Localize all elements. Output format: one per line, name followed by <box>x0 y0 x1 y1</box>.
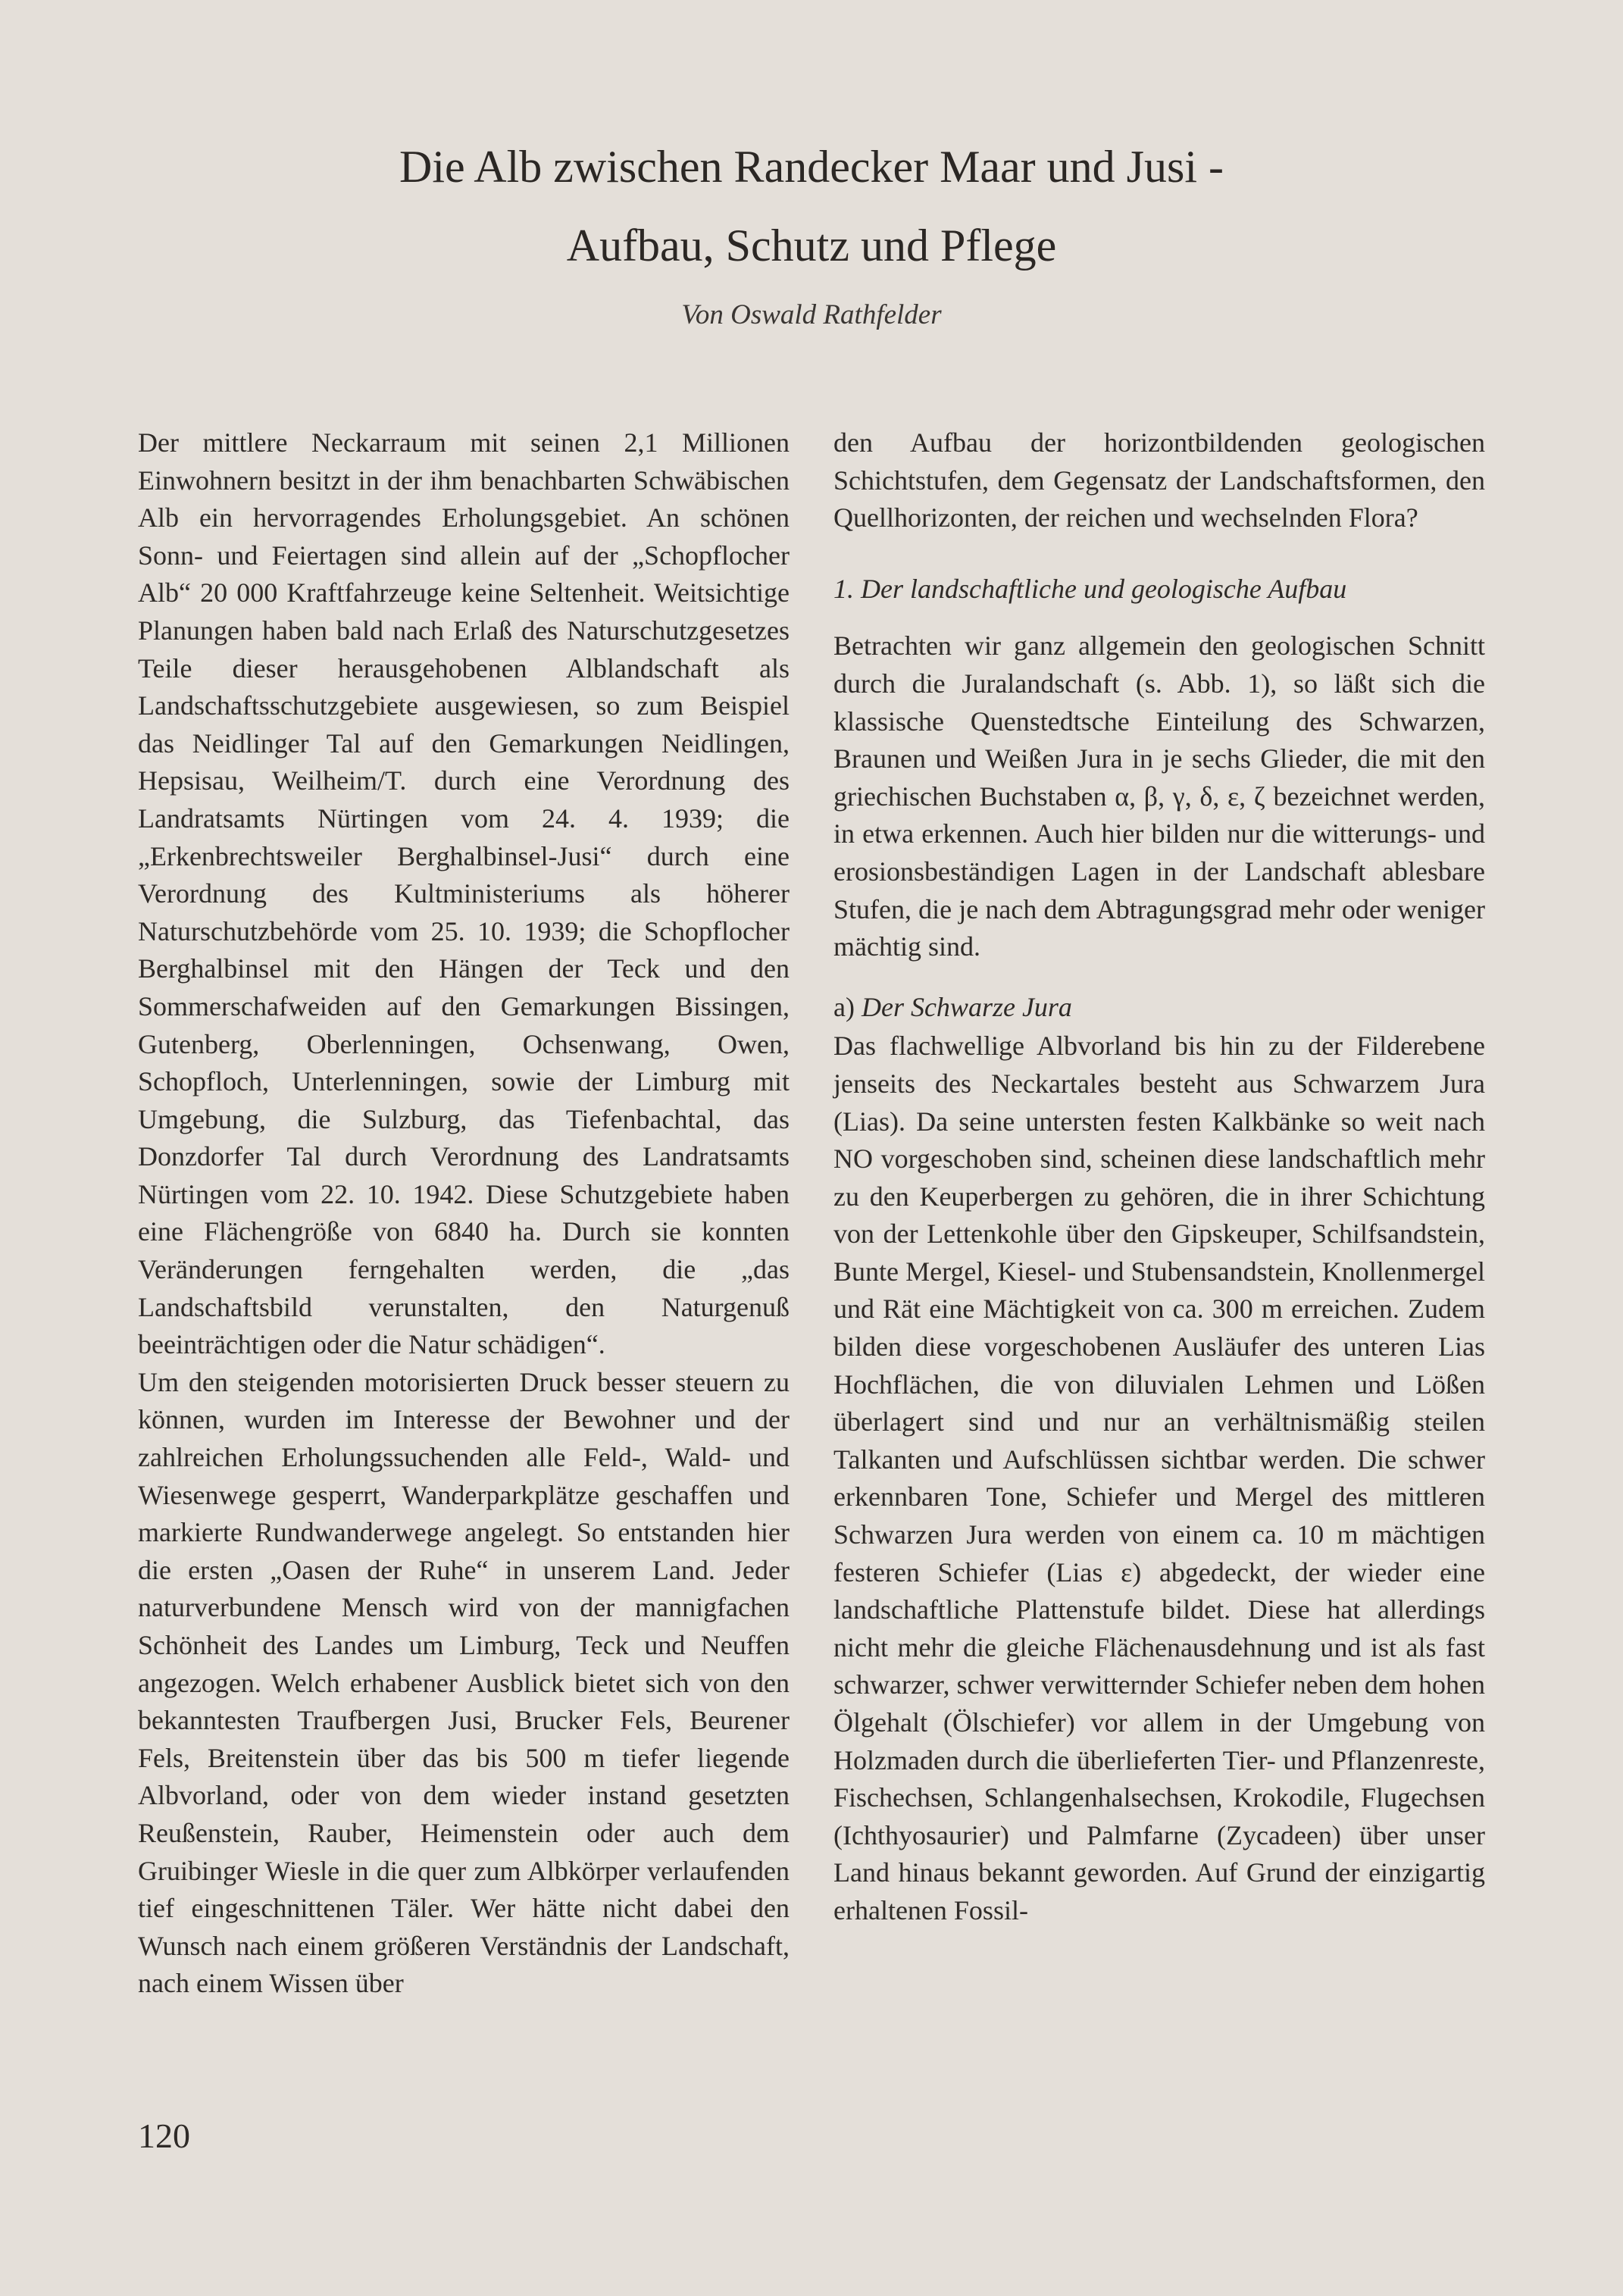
section-title: Der landschaftliche und geologische Aufbau <box>861 573 1347 604</box>
author-byline: Von Oswald Rathfelder <box>681 299 942 330</box>
body-paragraph: Betrachten wir ganz allgemein den geologischen Schnitt durch die Juralandschaft (s. Abb. 1), so läßt sich die klassische Quenstedtsche Einteilung des Schwarzen, Braunen und Weißen Jura in je sechs Glieder, die mit den griechischen Buchstaben α, β, γ, δ, ε, ζ bezeichnet werden, in etwa erkennen. Auch hier bilden nur die witterungs- und erosionsbeständigen Lagen in der Landschaft ablesbare Stufen, die je nach dem Abtragungsgrad mehr oder weniger mächtig sind. <box>833 630 1485 962</box>
section-number: 1. <box>833 573 854 604</box>
body-paragraph: Das flachwellige Albvorland bis hin zu der Filderebene jenseits des Neckartales besteht aus Schwarzem Jura (Lias). Da seine untersten festen Kalkbänke so weit nach NO vorgeschoben sind, scheinen diese landschaftlich mehr zu den Keuperbergen zu gehören, die in ihrer Schichtung von der Lettenkohle über den Gipskeuper, Schilfsandstein, Bunte Mergel, Kiesel- und Stubensandstein, Knollenmergel und Rät eine Mächtigkeit von ca. 300 m erreichen. Zudem bilden diese vorgeschobenen Ausläufer des unteren Lias Hochflächen, die von diluvialen Lehmen und Lößen überlagert sind und nur an verhältnismäßig steilen Talkanten und Aufschlüssen sichtbar werden. Die schwer erkennbaren Tone, Schiefer und Mergel des mittleren Schwarzen Jura werden von einem ca. 10 m mächtigen festeren Schiefer (Lias ε) abgedeckt, der wieder eine landschaftliche Plattenstufe bildet. Diese hat allerdings nicht mehr die gleiche Flächenausdehnung und ist als fast schwarzer, schwer verwitternder Schiefer neben dem hohen Ölgehalt (Ölschiefer) vor allem in der Umgebung von Holzmaden durch die überlieferten Tier- und Pflanzenreste, Fischechsen, Schlangenhalsechsen, Krokodile, Flugechsen (Ichthyosaurier) und Palmfarne (Zycadeen) über unser Land hinaus bekannt geworden. Auf Grund der einzigartig erhaltenen Fossil- <box>833 1031 1485 1925</box>
title-line-1: Die Alb zwischen Randecker Maar und Jusi - <box>399 142 1224 192</box>
article-title <box>136 127 1487 285</box>
body-paragraph: Der mittlere Neckarraum mit seinen 2,1 Millionen Einwohnern besitzt in der ihm benachbarten Schwäbischen Alb ein hervorragendes Erholungsgebiet. An schönen Sonn- und Feiertagen sind allein auf der „Schopflocher Alb“ 20 000 Kraftfahrzeuge keine Seltenheit. Weitsichtige Planungen haben bald nach Erlaß des Naturschutzgesetzes Teile dieser herausgehobenen Alblandschaft als Landschaftsschutzgebiete ausgewiesen, so zum Beispiel das Neidlinger Tal auf den Gemarkungen Neidlingen, Hepsisau, Weilheim/T. durch eine Verordnung des Landratsamts Nürtingen vom 24. 4. 1939; die „Erkenbrechtsweiler Berghalbinsel-Jusi“ durch eine Verordnung des Kultministeriums als höherer Naturschutzbehörde vom 25. 10. 1939; die Schopflocher Berghalbinsel mit den Hängen der Teck und den Sommerschafweiden auf den Gemarkungen Bissingen, Gutenberg, Oberlenningen, Ochsenwang, Owen, Schopfloch, Unterlenningen, sowie der Limburg mit Umgebung, die Sulzburg, das Tiefenbachtal, das Donzdorfer Tal durch Verordnung des Landratsamts Nürtingen vom 22. 10. 1942. Diese Schutzgebiete haben eine Flächengröße von 6840 ha. Durch sie konnten Veränderungen ferngehalten werden, die „das Landschaftsbild verunstalten, den Naturgenuß beeinträchtigen oder die Natur schädigen“. <box>138 427 790 1360</box>
subsection-number: a) <box>833 991 855 1022</box>
subsection-title: Der Schwarze Jura <box>861 991 1072 1022</box>
title-line-2: Aufbau, Schutz und Pflege <box>566 221 1057 271</box>
section-heading <box>833 571 1485 608</box>
body-paragraph: den Aufbau der horizontbildenden geologischen Schichtstufen, dem Gegensatz der Landschaftsformen, den Quellhorizonten, der reichen und wechselnden Flora? <box>833 427 1485 533</box>
body-paragraph: Um den steigenden motorisierten Druck besser steuern zu können, wurden im Interesse der Bewohner und der zahlreichen Erholungssuchenden alle Feld-, Wald- und Wiesenwege gesperrt, Wanderparkplätze geschaffen und markierte Rundwanderwege angelegt. So entstanden hier die ersten „Oasen der Ruhe“ in unserem Land. Jeder naturverbundene Mensch wird von der mannigfachen Schönheit des Landes um Limburg, Teck und Neuffen angezogen. Welch erhabener Ausblick bietet sich von den bekanntesten Traufbergen Jusi, Brucker Fels, Beurener Fels, Breitenstein über das bis 500 m tiefer liegende Albvorland, oder von dem wieder instand gesetzten Reußenstein, Rauber, Heimenstein oder auch dem Gruibinger Wiesle in die quer zum Albkörper verlaufenden tief eingeschnittenen Täler. Wer hätte nicht dabei den Wunsch nach einem größeren Verständnis der Landschaft, nach einem Wissen über <box>138 1366 790 1999</box>
left-column <box>138 424 790 2003</box>
subsection-heading <box>833 989 1485 1027</box>
page-number: 120 <box>138 2116 190 2155</box>
right-column <box>833 424 1485 1930</box>
